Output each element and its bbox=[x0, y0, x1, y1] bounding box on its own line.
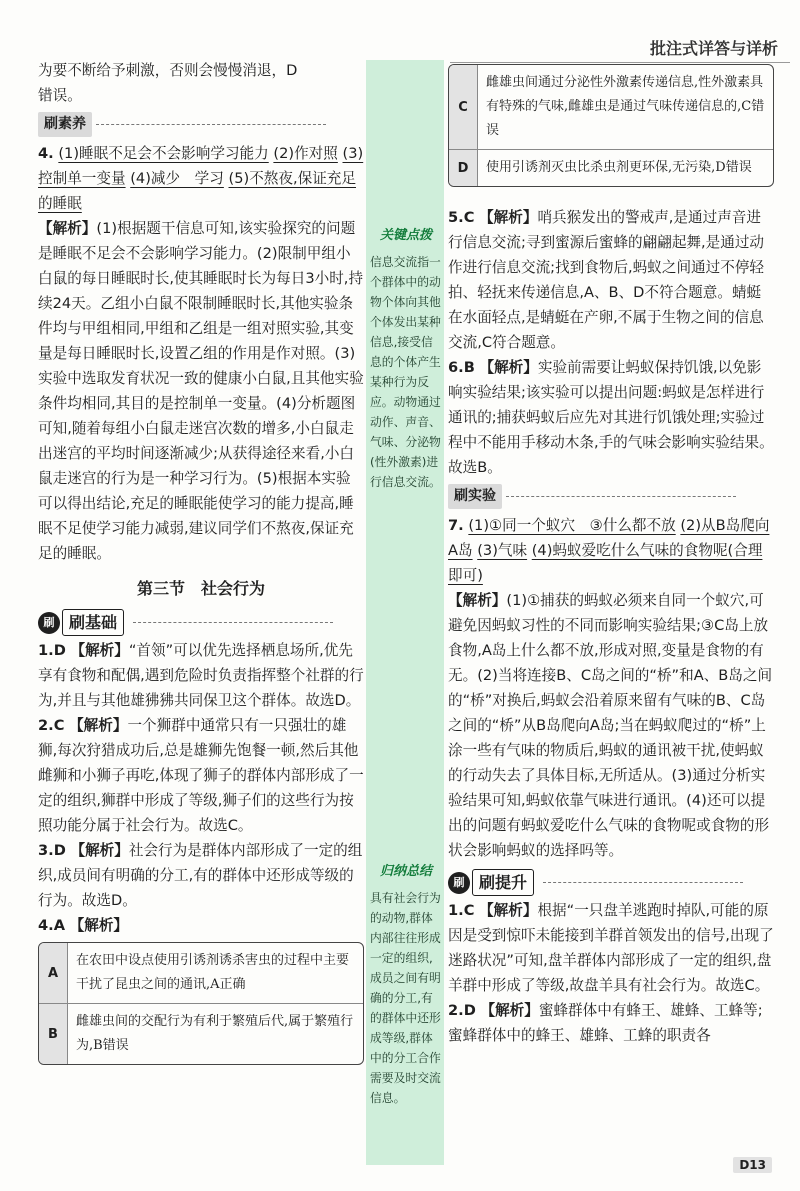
basic-q3: 3.D 【解析】社会行为是群体内部形成了一定的组织,成员间有明确的分工,有的群体中还形成等级的行为。故选D。 bbox=[38, 842, 363, 909]
chip-shuashiyan: 刷实验 bbox=[448, 480, 774, 513]
option-row: A 在农田中设点使用引诱剂诱杀害虫的过程中主要干扰了昆虫之间的通讯,A正确 bbox=[39, 943, 363, 1003]
options-table-left bbox=[38, 942, 364, 1065]
note-text: 具有社会行为的动物,群体内部往往形成一定的组织,成员之间有明确的分工,有的群体中还形成等级,群体中的分工合作需要及时交流信息。 bbox=[370, 891, 441, 1105]
note-summary bbox=[370, 862, 442, 1108]
badge-icon: 刷 bbox=[38, 612, 60, 634]
note-text: 信息交流指一个群体中的动物个体向其他个体发出某种信息,接受信息的个体产生某种行为反应。动物通过动作、声音、气味、分泌物(性外激素)进行信息交流。 bbox=[370, 255, 441, 489]
options-table-right bbox=[448, 64, 774, 187]
header-title: 批注式详答与详析 bbox=[649, 39, 778, 58]
basic-q2: 2.C 【解析】一个狮群中通常只有一只强壮的雄狮,每次狩猎成功后,总是雄狮先饱餐一顿,然后其他雌狮和小狮子再吃,体现了狮子的群体内部形成了一定的组织,狮群中形成了等级,狮子们的这些行为按照功能分属于社会行为。故选C。 bbox=[38, 717, 364, 834]
header-rule bbox=[450, 62, 790, 63]
question-6: 6.B 【解析】实验前需要让蚂蚁保持饥饿,以免影响实验结果;该实验可以提出问题:蚂蚁是怎样进行通讯的;捕获蚂蚁后应先对其进行饥饿处理;实验过程中不能用手移动木条,手的气味会影响实验结果。故选B。 bbox=[448, 359, 774, 476]
option-row: B 雌雄虫间的交配行为有利于繁殖后代,属于繁殖行为,B错误 bbox=[39, 1003, 363, 1064]
advanced-q2: 2.D 【解析】蜜蜂群体中有蜂王、雄蜂、工蜂等;蜜蜂群体中的蜂王、雄蜂、工蜂的职责各 bbox=[448, 1002, 763, 1044]
basic-q4: 4.A 【解析】 bbox=[38, 917, 129, 934]
section-title: 第三节 社会行为 bbox=[136, 579, 265, 598]
right-column bbox=[448, 64, 774, 1048]
question-4-explanation: 【解析】(1)根据题干信息可知,该实验探究的问题是睡眠不足会不会影响学习能力。(2)限制甲组小白鼠的每日睡眠时长,使其睡眠时长为每日3小时,持续24天。乙组小白鼠不限制睡眠时长,其他实验条件均与甲组相同,甲组和乙组是一组对照实验,其变量是每日睡眠时长,设置乙组的作用是作对照。(3)实验中选取发育状况一致的健康小白鼠,且其他实验条件均相同,其目的是控制单一变量。(4)分析题图可知,随着每组小白鼠走迷宫次数的增多,小白鼠走出迷宫的平均时间逐渐减少;从获得途径来看,小白鼠走迷宫的行为是一种学习行为。(5)根据本实验可以得出结论,充足的睡眠能使学习的能力提高,睡眠不足使学习能力减弱,建议同学们不熬夜,保证充足的睡眠。 bbox=[38, 220, 364, 562]
note-key-points bbox=[370, 226, 442, 492]
question-7-explanation: 【解析】(1)①捕获的蚂蚁必须来自同一个蚁穴,可避免因蚂蚁习性的不同而影响实验结果;③C岛上放食物,A岛上什么都不放,形成对照,变量是食物的有无。(2)当将连接B、C岛之间的“桥”和A、B岛之间的“桥”对换后,蚂蚁会沿着原来留有气味的B、C岛之间的“桥”从B岛爬向A岛;当在蚂蚁爬过的“桥”上涂一些有气味的物质后,蚂蚁的通讯被干扰,使蚂蚁的行动失去了具体目标,无所适从。(3)通过分析实验结果可知,蚂蚁依靠气味进行通讯。(4)还可以提出的问题有蚂蚁爱吃什么气味的食物呢或食物的形状会影响蚂蚁的选择吗等。 bbox=[448, 592, 773, 859]
badge-icon: 刷 bbox=[448, 872, 470, 894]
chip-shuasuyang: 刷素养 bbox=[38, 108, 364, 141]
intro-line: 为要不断给予刺激，否则会慢慢消退，D 错误。 bbox=[38, 62, 298, 104]
badge-shuajichu: 刷 刷基础 bbox=[38, 607, 364, 638]
question-7: 7. (1)①同一个蚁穴 ③什么都不放 (2)从B岛爬向A岛 (3)气味 (4)蚂蚁爱吃什么气味的食物呢(合理即可) bbox=[448, 517, 770, 584]
advanced-q1: 1.C 【解析】根据“一只盘羊逃跑时掉队,可能的原因是受到惊吓未能接到羊群首领发出的信号,出现了迷路状况”可知,盘羊群体内部形成了一定的组织,盘羊群中形成了等级,故盘羊具有社会行为。故选C。 bbox=[448, 902, 774, 994]
question-4: 4. (1)睡眠不足会不会影响学习能力 (2)作对照 (3)控制单一变量 (4)减少 学习 (5)不熬夜,保证充足的睡眠 bbox=[38, 145, 364, 212]
page-number: D13 bbox=[733, 1157, 772, 1173]
note-title: 关键点拨 bbox=[379, 228, 432, 243]
left-column bbox=[38, 58, 364, 1065]
option-row: C 雌雄虫间通过分泌性外激素传递信息,性外激素具有特殊的气味,雌雄虫是通过气味传递信息的,C错误 bbox=[449, 65, 773, 149]
option-row: D 使用引诱剂灭虫比杀虫剂更环保,无污染,D错误 bbox=[449, 149, 773, 186]
basic-q1: 1.D 【解析】“首领”可以优先选择栖息场所,优先享有食物和配偶,遇到危险时负责指挥整个社群的行为,并且与其他雄狒狒共同保卫这个群体。故选D。 bbox=[38, 642, 364, 709]
badge-shuatisheng: 刷 刷提升 bbox=[448, 867, 774, 898]
question-5: 5.C 【解析】哨兵猴发出的警戒声,是通过声音进行信息交流;寻到蜜源后蜜蜂的翩翩起舞,是通过动作进行信息交流;找到食物后,蚂蚁之间通过不停轻拍、轻抚来传递信息,A、B、D不符合题意。蜻蜓在水面轻点,是蜻蜓在产卵,不属于生物之间的信息交流,C符合题意。 bbox=[448, 209, 765, 351]
note-title: 归纳总结 bbox=[379, 864, 432, 879]
